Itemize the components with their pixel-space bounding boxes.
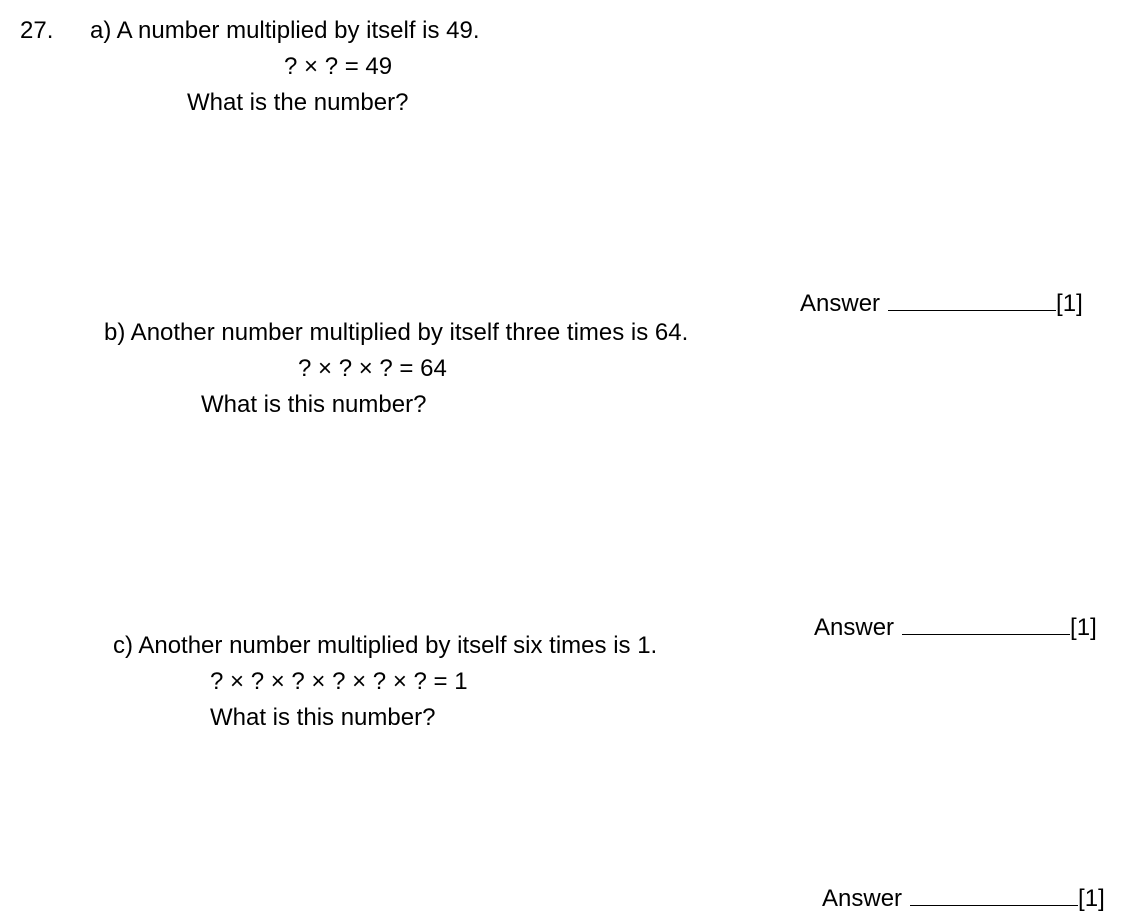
part-b-equation: ? × ? × ? = 64 — [298, 355, 447, 382]
part-a-answer-blank[interactable] — [888, 288, 1056, 311]
part-c-answer-row — [810, 853, 1105, 914]
part-a-answer-row — [788, 258, 1083, 319]
part-b-answer-blank[interactable] — [902, 612, 1070, 635]
part-c-answer-label: Answer — [822, 885, 903, 912]
part-b-answer-label: Answer — [814, 614, 895, 641]
part-b-prompt: b) Another number multiplied by itself three times is 64. — [104, 319, 689, 346]
part-c-equation: ? × ? × ? × ? × ? × ? = 1 — [210, 668, 468, 695]
part-b-answer-row — [802, 582, 1097, 643]
part-a-marks: [1] — [1056, 290, 1083, 317]
part-a-prompt: a) A number multiplied by itself is 49. — [90, 17, 480, 44]
part-a-ask: What is the number? — [187, 89, 409, 116]
part-c-answer-blank[interactable] — [910, 883, 1078, 906]
part-c-marks: [1] — [1078, 885, 1105, 912]
part-b-ask: What is this number? — [201, 391, 427, 418]
part-c-prompt: c) Another number multiplied by itself six times is 1. — [113, 632, 658, 659]
part-c-ask: What is this number? — [210, 704, 436, 731]
part-a-equation: ? × ? = 49 — [284, 53, 393, 80]
part-a-answer-label: Answer — [800, 290, 881, 317]
part-b-marks: [1] — [1070, 614, 1097, 641]
question-number: 27. — [20, 17, 54, 44]
